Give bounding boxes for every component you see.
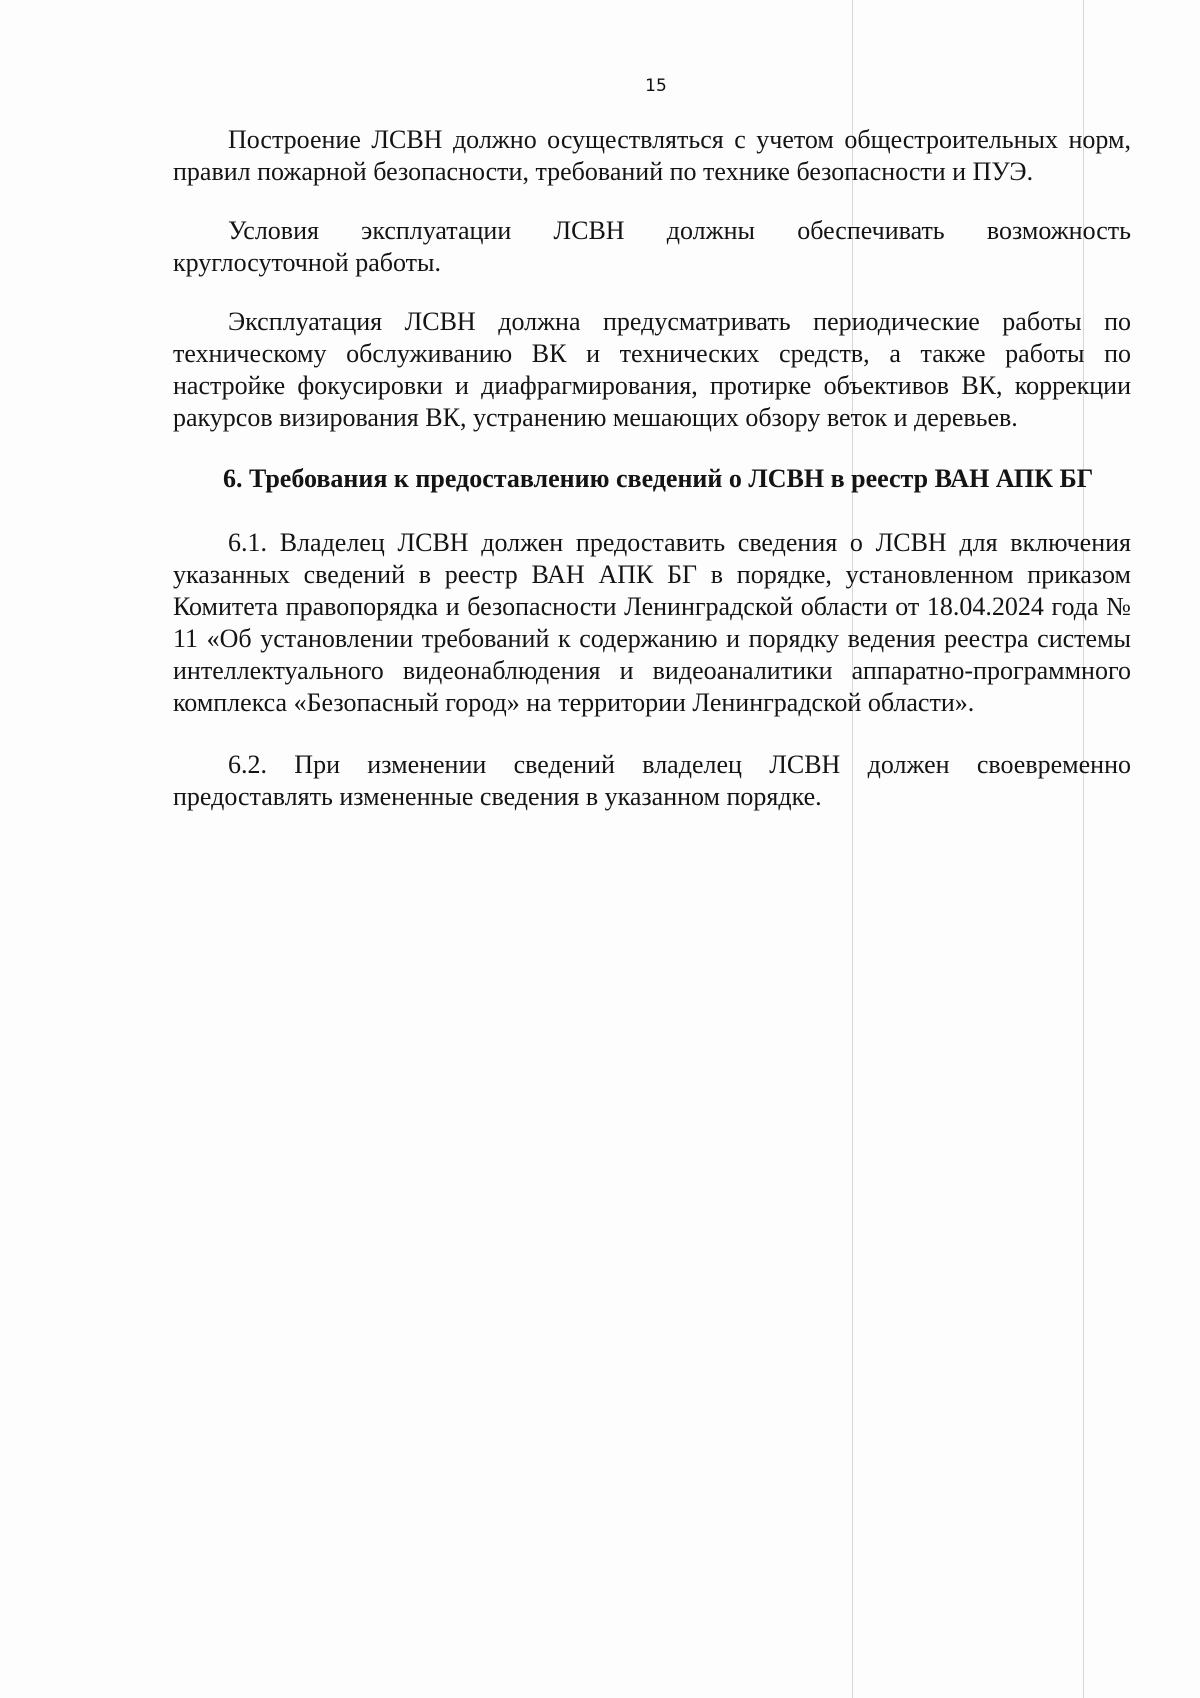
paragraph-operating-conditions: Условия эксплуатации ЛСВН должны обеспечивать возможность круглосуточной работы. [173,216,1131,277]
section-heading: 6. Требования к предоставлению сведений о ЛСВН в реестр ВАН АПК БГ [223,464,1094,493]
paragraph-6-1: 6.1. Владелец ЛСВН должен предоставить сведения о ЛСВН для включения указанных сведений в реестр ВАН АПК БГ в порядке, установленном приказом Комитета правопорядка и безопасности Ленинградской области от 18.04.2024 года № 11 «Об установлении требований к содержанию и порядку ведения реестра системы интеллектуального видеонаблюдения и видеоаналитики аппаратно-программного комплекса «Безопасный город» на территории Ленинградской области». [173,528,1131,717]
document-body [173,124,1131,840]
paragraph-6-2: 6.2. При изменении сведений владелец ЛСВН должен своевременно предоставлять измененные сведения в указанном порядке. [173,750,1131,811]
paragraph-maintenance: Эксплуатация ЛСВН должна предусматривать периодические работы по техническому обслуживанию ВК и технических средств, а также работы по настройке фокусировки и диафрагмирования, протирке объективов ВК, коррекции ракурсов визирования ВК, устранению мешающих обзору веток и деревьев. [173,307,1131,432]
page-number: 15 [645,76,667,96]
paragraph-construction: Построение ЛСВН должно осуществляться с учетом общестроительных норм, правил пожарной безопасности, требований по технике безопасности и ПУЭ. [173,125,1131,186]
